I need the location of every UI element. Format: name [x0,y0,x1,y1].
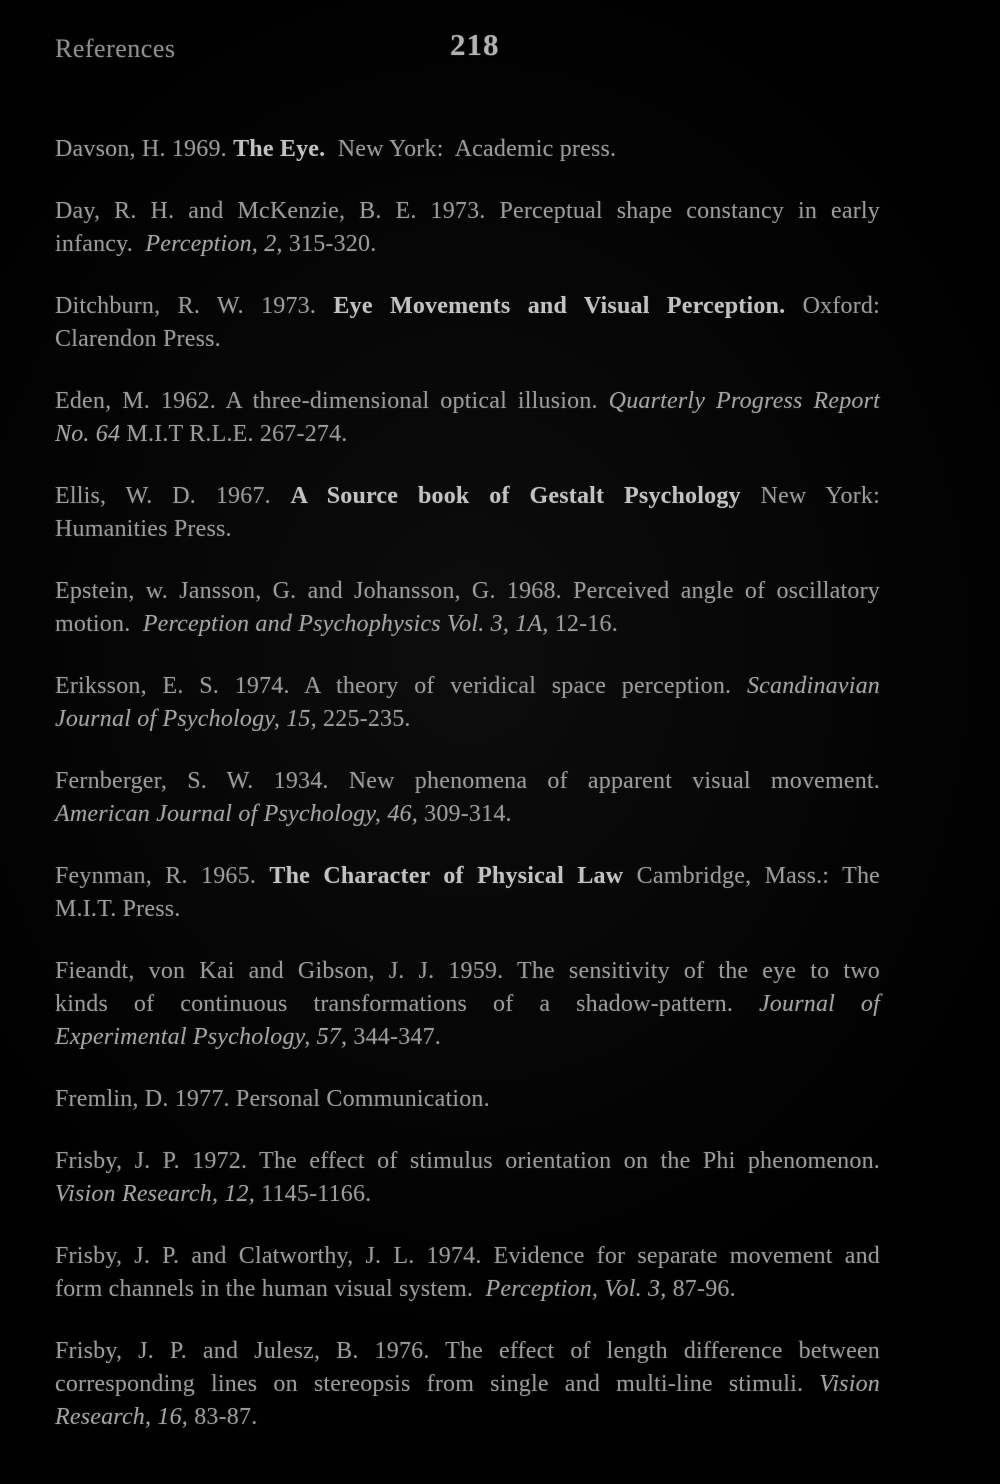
reference-line [55,988,880,1021]
section-title: References [55,34,176,63]
reference-entry [55,1145,880,1211]
reference-journal-italic-text: American Journal of Psychology, 46, [55,801,418,827]
reference-text: kinds of continuous transformations of a shadow-pattern. [55,991,759,1017]
reference-line [55,513,880,546]
reference-journal-italic-text: Perception and Psychophysics Vol. 3, 1A, [142,611,549,637]
reference-text: Frisby, J. P. and Clatworthy, J. L. 1974. Evidence for separate movement and [55,1243,880,1269]
reference-text: Eden, M. 1962. A three-dimensional optical illusion. [55,388,609,414]
reference-entry [55,480,880,546]
reference-journal-italic-text: No. 64 [55,421,121,447]
reference-text: 83-87. [188,1404,258,1430]
reference-line [55,1401,880,1434]
reference-text: 309-314. [417,801,512,827]
reference-line [55,228,880,261]
reference-line [55,955,880,988]
reference-entry [55,290,880,356]
reference-journal-italic-text: Perception, Vol. 3, [485,1276,667,1302]
reference-text: M.I.T. Press. [55,896,181,922]
reference-journal-italic-text: Quarterly Progress Report [608,388,881,414]
reference-entry [55,1083,880,1116]
reference-entry [55,133,880,166]
reference-title-bold-text: The Character of Physical Law [269,863,624,889]
reference-text: Eriksson, E. S. 1974. A theory of veridical space perception. [55,673,747,699]
reference-journal-italic-text: Experimental Psychology, 57, [55,1024,348,1050]
reference-entry [55,860,880,926]
reference-line [55,608,880,641]
reference-journal-italic-text: Vision Research, 12, [55,1181,255,1207]
reference-line [55,765,880,798]
reference-line [55,1273,880,1306]
reference-text: infancy. [55,231,146,257]
reference-text: Humanities Press. [55,516,232,542]
reference-text: Fernberger, S. W. 1934. New phenomena of apparent visual movement. [55,768,880,794]
reference-text: Frisby, J. P. and Julesz, B. 1976. The effect of length difference between [55,1338,880,1364]
reference-journal-italic-text: Journal of [758,991,880,1017]
reference-line [55,1335,880,1368]
reference-text: Feynman, R. 1965. [55,863,270,889]
reference-line [55,1368,880,1401]
reference-line [55,860,880,893]
reference-text: form channels in the human visual system. [55,1276,486,1302]
reference-text: Day, R. H. and McKenzie, B. E. 1973. Perceptual shape constancy in early [55,198,880,224]
reference-text: motion. [55,611,143,637]
reference-text: Davson, H. 1969. [55,136,234,162]
reference-entry [55,1240,880,1306]
reference-line [55,195,880,228]
reference-line [55,323,880,356]
reference-line [55,1021,880,1054]
reference-title-bold-text: Eye Movements and Visual Perception. [333,293,786,319]
reference-line [55,290,880,323]
reference-text: New York: Academic press. [325,136,617,162]
reference-text: 344-347. [347,1024,441,1050]
reference-journal-italic-text: Perception, 2, [145,231,283,257]
reference-line [55,893,880,926]
reference-list [55,133,880,1434]
reference-entry [55,385,880,451]
reference-text: corresponding lines on stereopsis from single and multi-line stimuli. [55,1371,820,1397]
reference-text: 315-320. [282,231,377,257]
reference-line [55,1178,880,1211]
reference-text: 87-96. [666,1276,736,1302]
reference-line [55,1083,880,1116]
reference-text: 12-16. [548,611,618,637]
reference-line [55,575,880,608]
reference-entry [55,195,880,261]
reference-line [55,133,880,166]
reference-entry [55,670,880,736]
reference-text: Fremlin, D. 1977. Personal Communication. [55,1086,490,1112]
reference-line [55,670,880,703]
reference-text: Cambridge, Mass.: The [623,863,880,889]
page-header [55,27,880,65]
reference-line [55,798,880,831]
reference-title-bold-text: A Source book of Gestalt Psychology [290,483,741,509]
reference-journal-italic-text: Research, 16, [55,1404,189,1430]
reference-journal-italic-text: Journal of Psychology, 15, [55,706,317,732]
reference-text: 225-235. [316,706,411,732]
reference-text: Ditchburn, R. W. 1973. [55,293,334,319]
reference-text: Fieandt, von Kai and Gibson, J. J. 1959. The sensitivity of the eye to two [55,958,880,984]
reference-line [55,1145,880,1178]
reference-text: Ellis, W. D. 1967. [55,483,291,509]
reference-entry [55,1335,880,1434]
reference-journal-italic-text: Scandinavian [746,673,880,699]
reference-entry [55,765,880,831]
reference-entry [55,575,880,641]
reference-line [55,480,880,513]
reference-text: Clarendon Press. [55,326,221,352]
reference-text: New York: [740,483,880,509]
reference-text: 1145-1166. [254,1181,372,1207]
reference-line [55,418,880,451]
reference-journal-italic-text: Vision [819,1371,880,1397]
reference-text: Epstein, w. Jansson, G. and Johansson, G. 1968. Perceived angle of oscillatory [55,578,880,604]
reference-line [55,1240,880,1273]
reference-title-bold-text: The Eye. [233,136,326,162]
reference-line [55,703,880,736]
reference-text: Frisby, J. P. 1972. The effect of stimulus orientation on the Phi phenomenon. [55,1148,880,1174]
reference-text: Oxford: [785,293,880,319]
page-number: 218 [450,27,500,62]
reference-entry [55,955,880,1054]
reference-line [55,385,880,418]
reference-text: M.I.T R.L.E. 267-274. [120,421,348,447]
